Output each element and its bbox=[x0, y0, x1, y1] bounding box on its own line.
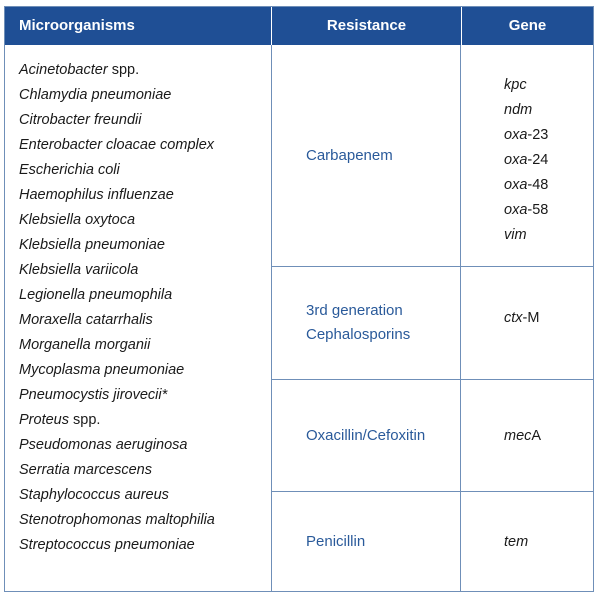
gene-item: ndm bbox=[504, 102, 533, 118]
gene-cell-penicillin: tem bbox=[504, 533, 529, 550]
list-item: Proteus spp. bbox=[19, 412, 101, 428]
list-item: Haemophilus influenzae bbox=[19, 187, 174, 203]
gene-item: kpc bbox=[504, 77, 527, 93]
list-item: Klebsiella variicola bbox=[19, 262, 139, 278]
list-item: Morganella morganii bbox=[19, 337, 151, 353]
list-item: Klebsiella pneumoniae bbox=[19, 237, 165, 253]
list-item: Chlamydia pneumoniae bbox=[19, 87, 172, 103]
list-item: Citrobacter freundii bbox=[19, 112, 142, 128]
list-item: Mycoplasma pneumoniae bbox=[19, 362, 185, 378]
gene-item: oxa-24 bbox=[504, 152, 549, 168]
gene-item: vim bbox=[504, 227, 527, 243]
header-gene: Gene bbox=[461, 7, 593, 45]
microorganisms-column bbox=[5, 45, 271, 591]
resistance-cell-oxacillin: Oxacillin/Cefoxitin bbox=[306, 426, 426, 444]
resistance-cell-carbapenem: Carbapenem bbox=[306, 147, 393, 164]
list-item: Acinetobacter spp. bbox=[19, 62, 140, 78]
list-item: Stenotrophomonas maltophilia bbox=[19, 512, 215, 528]
table-header bbox=[5, 7, 593, 45]
resistance-cell-penicillin: Penicillin bbox=[306, 532, 366, 550]
list-item: Legionella pneumophila bbox=[19, 287, 173, 303]
gene-resistance-table bbox=[4, 6, 594, 592]
header-resistance: Resistance bbox=[271, 7, 461, 45]
list-item: Staphylococcus aureus bbox=[19, 487, 169, 503]
list-item: Pneumocystis jirovecii* bbox=[19, 387, 168, 403]
gene-item: oxa-23 bbox=[504, 127, 549, 143]
gene-item: oxa-48 bbox=[504, 177, 549, 193]
list-item: Pseudomonas aeruginosa bbox=[19, 437, 188, 453]
gene-cell-carbapenem bbox=[462, 73, 593, 248]
list-item: Escherichia coli bbox=[19, 162, 120, 178]
list-item: Moraxella catarrhalis bbox=[19, 312, 153, 328]
header-microorganisms: Microorganisms bbox=[19, 17, 135, 34]
list-item: Serratia marcescens bbox=[19, 462, 152, 478]
list-item: Enterobacter cloacae complex bbox=[19, 137, 215, 153]
gene-cell-oxacillin: mec A bbox=[504, 427, 542, 444]
list-item: Streptococcus pneumoniae bbox=[19, 537, 195, 553]
list-item: Klebsiella oxytoca bbox=[19, 212, 136, 228]
gene-item: oxa-58 bbox=[504, 202, 549, 218]
gene-cell-cephalosporins: ctx -M bbox=[504, 310, 540, 326]
resistance-cell-cephalosporins: 3rd generation Cephalosporins bbox=[306, 302, 411, 343]
